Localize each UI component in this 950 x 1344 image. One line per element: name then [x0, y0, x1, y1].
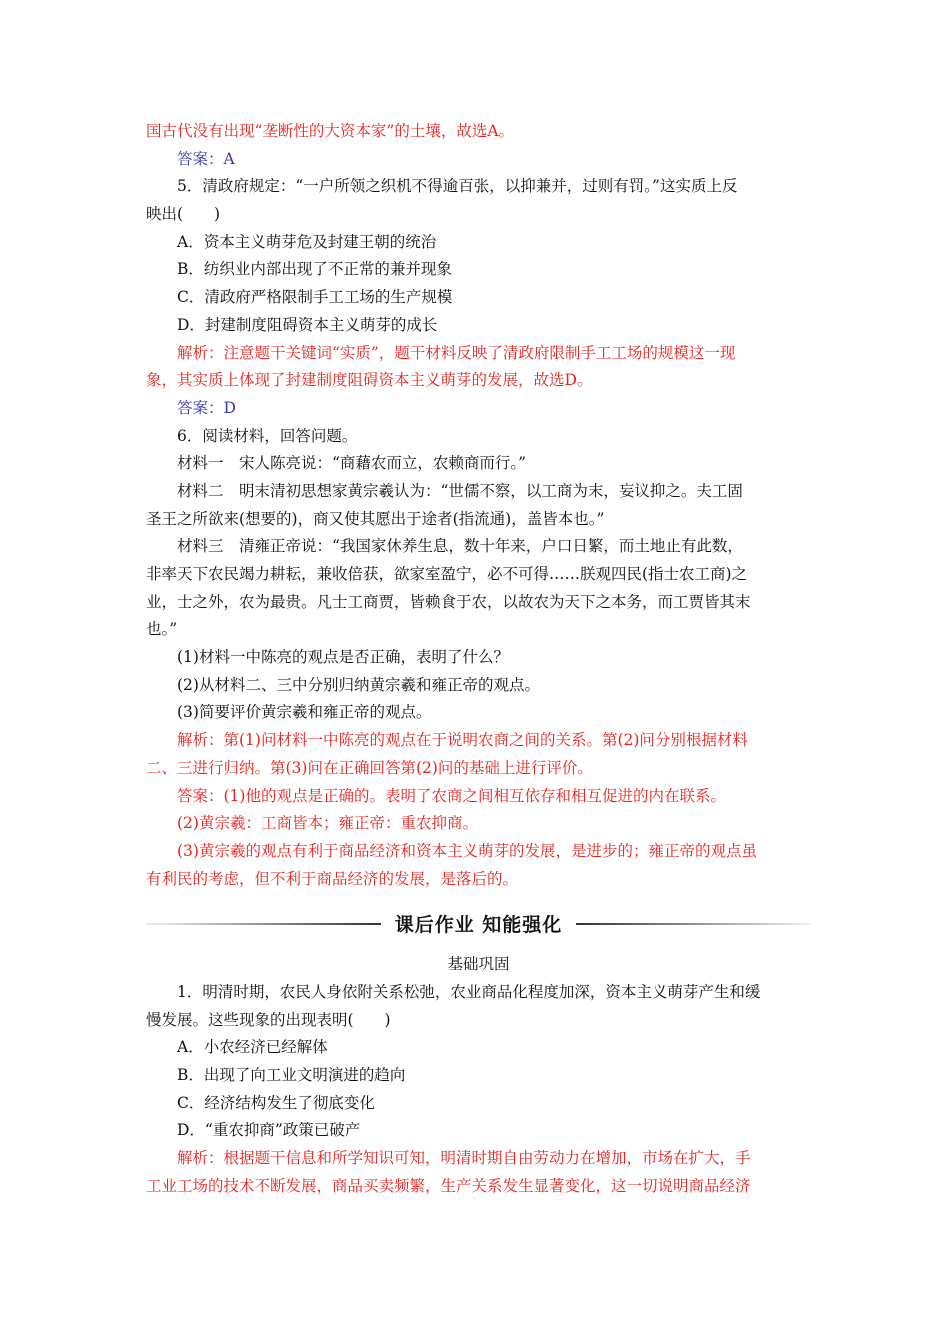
- text-line: 答案：D: [177, 398, 236, 417]
- text-line: 慢发展。这些现象的出现表明( ): [146, 1010, 391, 1029]
- text-line: 映出( ): [146, 205, 221, 224]
- text-line: (2)从材料二、三中分别归纳黄宗羲和雍正帝的观点。: [177, 675, 540, 694]
- section-heading: 基础巩固: [447, 955, 510, 974]
- text-line: 1．明清时期，农民人身依附关系松弛，农业商品化程度加深，资本主义萌芽产生和缓: [177, 982, 761, 1001]
- text-block-upper: [146, 118, 811, 893]
- text-line: 解析：注意题干关键词“实质”，题干材料反映了清政府限制手工工场的规模这一现: [177, 343, 736, 362]
- document-page: [146, 118, 811, 1200]
- text-line: (1)材料一中陈亮的观点是否正确，表明了什么？: [177, 648, 509, 667]
- text-line: 解析：第(1)问材料一中陈亮的观点在于说明农商之间的关系。第(2)问分别根据材料: [177, 731, 748, 750]
- text-line: 工业工场的技术不断发展，商品买卖频繁，生产关系发生显著变化，这一切说明商品经济: [146, 1176, 751, 1195]
- text-line: (3)黄宗羲的观点有利于商品经济和资本主义萌芽的发展，是进步的；雍正帝的观点虽: [177, 841, 757, 860]
- text-line: B．出现了向工业文明演进的趋向: [177, 1066, 406, 1084]
- text-line: 答案：A: [177, 149, 235, 168]
- banner-title: 课后作业 知能强化: [394, 914, 563, 937]
- text-line: 二、三进行归纳。第(3)问在正确回答第(2)问的基础上进行评价。: [146, 758, 593, 777]
- text-line: 非率天下农民竭力耕耘，兼收倍获，欲家室盈宁，必不可得……朕观四民(指士农工商)之: [146, 565, 748, 583]
- text-line: 有利民的考虑，但不利于商品经济的发展，是落后的。: [146, 869, 519, 888]
- text-line: 材料二 明末清初思想家黄宗羲认为：“世儒不察，以工商为末，妄议抑之。夫工固: [177, 481, 743, 500]
- text-line: B．纺织业内部出现了不正常的兼并现象: [177, 260, 452, 279]
- text-line: A．小农经济已经解体: [177, 1038, 328, 1057]
- text-line: 国古代没有出现“垄断性的大资本家”的土壤，故选A。: [146, 122, 515, 140]
- text-line: 6．阅读材料，回答问题。: [177, 426, 358, 445]
- text-block-lower: [146, 979, 811, 1201]
- text-line: 业，士之外，农为最贵。凡士工商贾，皆赖食于农，以故农为天下之本务，而工贾皆其末: [146, 592, 751, 611]
- text-line: 圣王之所欲来(想要的)，商又使其愿出于途者(指流通)，盖皆本也。”: [146, 509, 605, 528]
- text-line: 也。”: [146, 620, 178, 639]
- text-line: 材料三 清雍正帝说：“我国家休养生息，数十年来，户口日繁，而土地止有此数，: [177, 537, 743, 556]
- banner-rule-right: [576, 923, 811, 925]
- text-line: 答案：(1)他的观点是正确的。表明了农商之间相互依存和相互促进的内在联系。: [177, 786, 726, 805]
- text-line: (2)黄宗羲：工商皆本；雍正帝：重农抑商。: [177, 814, 478, 833]
- text-line: C．清政府严格限制手工工场的生产规模: [177, 288, 453, 307]
- text-line: D．“重农抑商”政策已破产: [177, 1121, 361, 1140]
- text-line: 解析：根据题干信息和所学知识可知，明清时期自由劳动力在增加，市场在扩大，手: [177, 1149, 751, 1168]
- text-line: C．经济结构发生了彻底变化: [177, 1093, 375, 1112]
- text-line: (3)简要评价黄宗羲和雍正帝的观点。: [177, 703, 432, 722]
- section-banner: [146, 905, 811, 945]
- text-line: D．封建制度阻碍资本主义萌芽的成长: [177, 315, 438, 334]
- text-line: 象，其实质上体现了封建制度阻碍资本主义萌芽的发展，故选D。: [146, 371, 593, 390]
- text-line: 材料一 宋人陈亮说：“商藉农而立，农赖商而行。”: [177, 454, 527, 473]
- text-line: 5．清政府规定：“一户所领之织机不得逾百张，以抑兼并，过则有罚。”这实质上反: [177, 177, 738, 196]
- text-line: A．资本主义萌芽危及封建王朝的统治: [177, 232, 437, 251]
